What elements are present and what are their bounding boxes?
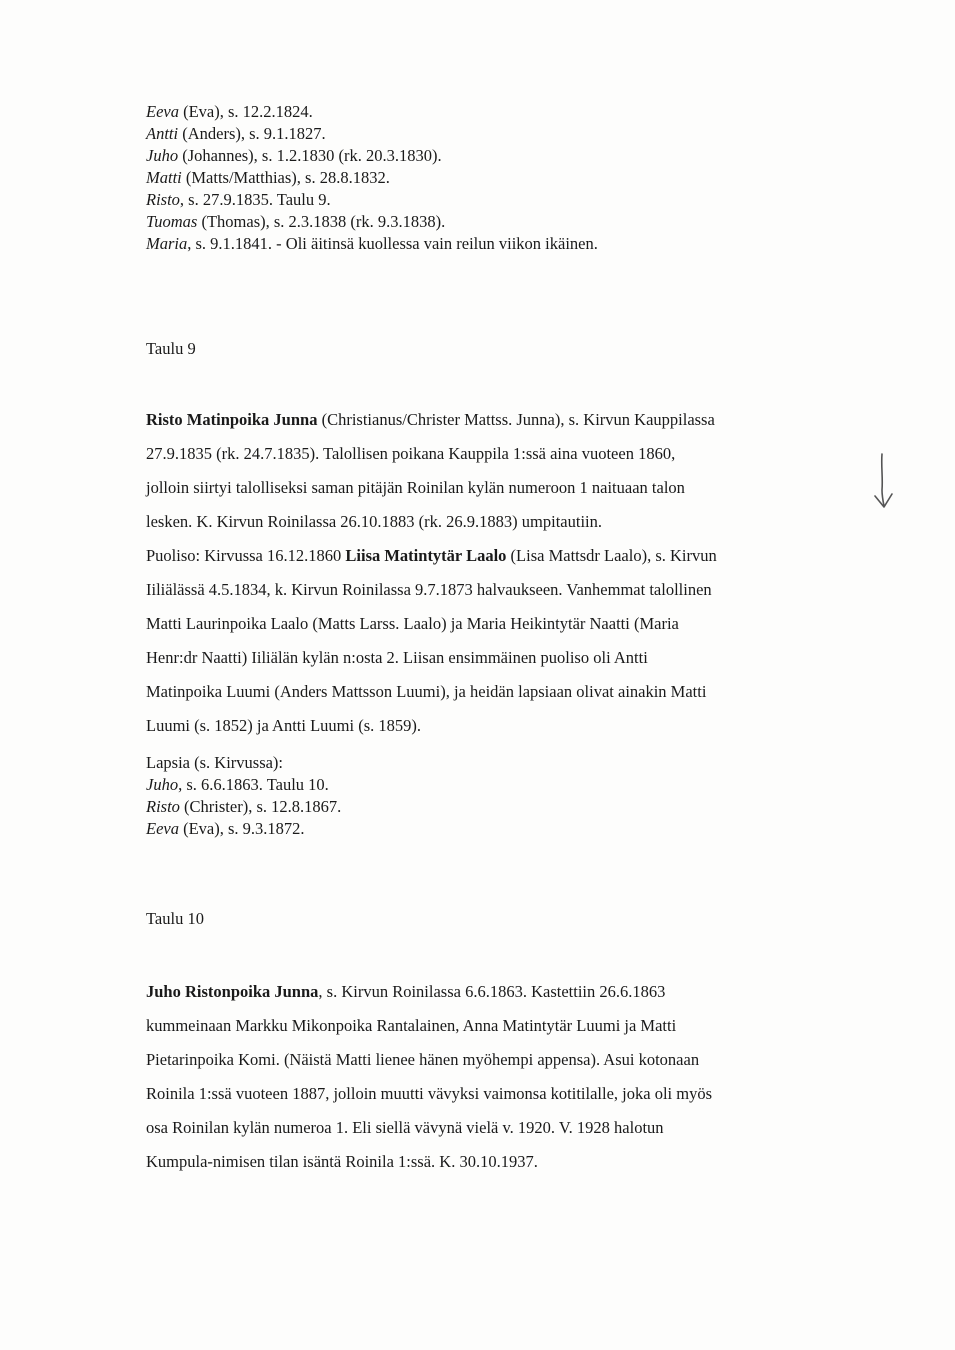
body-line: Pietarinpoika Komi. (Näistä Matti lienee hänen myöhempi appensa). Asui kotonaan [146,1050,700,1069]
spouse-line: Matinpoika Luumi (Anders Mattsson Luumi), ja heidän lapsiaan olivat ainakin Matti [146,682,707,701]
child-entry: Maria, s. 9.1.1841. - Oli äitinsä kuollessa vain reilun viikon ikäinen. [146,234,598,253]
body-line: jolloin siirtyi talolliseksi saman pitäjän Roinilan kylän numeroon 1 naituaan talon [146,478,685,497]
spouse-line: Henr:dr Naatti) Iiliälän kylän n:osta 2. Liisan ensimmäinen puoliso oli Antti [146,648,648,667]
body-line: Risto Matinpoika Junna (Christianus/Christer Mattss. Junna), s. Kirvun Kauppilassa [146,410,715,429]
children-header: Lapsia (s. Kirvussa): [146,753,284,772]
body-line: osa Roinilan kylän numeroa 1. Eli siellä vävynä vielä v. 1920. V. 1928 halotun [146,1118,664,1137]
child-entry: Risto (Christer), s. 12.8.1867. [146,797,342,816]
child-entry: Tuomas (Thomas), s. 2.3.1838 (rk. 9.3.1838). [146,212,446,231]
body-line: 27.9.1835 (rk. 24.7.1835). Talollisen poikana Kauppila 1:ssä aina vuoteen 1860, [146,444,676,463]
spouse-line: Puoliso: Kirvussa 16.12.1860 Liisa Matintytär Laalo (Lisa Mattsdr Laalo), s. Kirvun [146,546,717,565]
body-line: kummeinaan Markku Mikonpoika Rantalainen, Anna Matintytär Luumi ja Matti [146,1016,677,1035]
child-entry: Juho (Johannes), s. 1.2.1830 (rk. 20.3.1830). [146,146,442,165]
body-line: Juho Ristonpoika Junna, s. Kirvun Roinilassa 6.6.1863. Kastettiin 26.6.1863 [146,982,666,1001]
child-entry: Eeva (Eva), s. 9.3.1872. [146,819,305,838]
spouse-line: Luumi (s. 1852) ja Antti Luumi (s. 1859). [146,716,421,735]
child-entry: Risto, s. 27.9.1835. Taulu 9. [146,190,331,209]
child-entry: Eeva (Eva), s. 12.2.1824. [146,102,313,121]
body-line: lesken. K. Kirvun Roinilassa 26.10.1883 (rk. 26.9.1883) umpitautiin. [146,512,602,531]
child-entry: Antti (Anders), s. 9.1.1827. [146,124,326,143]
child-entry: Juho, s. 6.6.1863. Taulu 10. [146,775,329,794]
body-line: Roinila 1:ssä vuoteen 1887, jolloin muutti vävyksi vaimonsa kotitilalle, joka oli myös [146,1084,712,1103]
child-entry: Matti (Matts/Matthias), s. 28.8.1832. [146,168,390,187]
children-list-2 [146,752,846,840]
taulu-10-heading: Taulu 10 [146,909,204,928]
children-list-1 [146,101,846,255]
spouse-line: Matti Laurinpoika Laalo (Matts Larss. Laalo) ja Maria Heikintytär Naatti (Maria [146,614,679,633]
taulu-9-body [146,403,846,743]
handwritten-down-arrow-icon [862,452,902,512]
spouse-line: Iiliälässä 4.5.1834, k. Kirvun Roinilassa 9.7.1873 halvaukseen. Vanhemmat talollinen [146,580,712,599]
taulu-10-body [146,975,846,1179]
body-line: Kumpula-nimisen tilan isäntä Roinila 1:ssä. K. 30.10.1937. [146,1152,538,1171]
taulu-9-heading: Taulu 9 [146,339,196,358]
